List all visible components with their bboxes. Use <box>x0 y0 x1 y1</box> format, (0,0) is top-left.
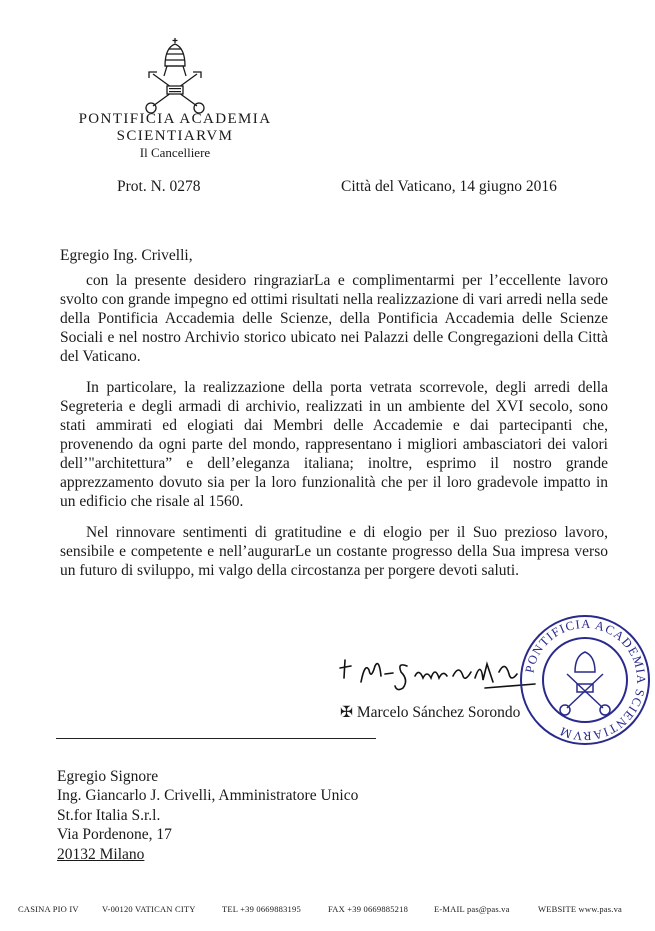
salutation: Egregio Ing. Crivelli, <box>60 247 193 264</box>
recipient-line1: Egregio Signore <box>57 768 159 785</box>
footer-place: CASINA PIO IV <box>18 904 79 914</box>
handwritten-signature <box>335 652 540 698</box>
footer-city: V-00120 VATICAN CITY <box>102 904 196 914</box>
protocol-number: Prot. N. 0278 <box>117 178 201 195</box>
place-date: Città del Vaticano, 14 giugno 2016 <box>341 178 557 195</box>
papal-keys-tiara-emblem-icon <box>143 36 207 116</box>
org-name-line2: SCIENTIARVM <box>116 128 234 144</box>
paragraph-1: con la presente desidero ringraziarLa e complimentarmi per l’eccellente lavoro svolto con grande impegno ed ottimi risultati nella realizzazione di vari arredi nella sede della Pontificia Accademia delle Scienze, della Pontificia Accademia delle Scienze Sociali e nel nostro Archivio storico ubicato nei Palazzi delle Congregazioni della Città del Vaticano. <box>60 272 608 365</box>
recipient-city: 20132 Milano <box>57 846 145 863</box>
divider-line <box>56 738 376 739</box>
paragraph-2: In particolare, la realizzazione della porta vetrata scorrevole, degli arredi della Segreteria e degli armadi di archivio, realizzati in un ambiente del XVI secolo, sono stati ammirati ed elogiati dai Membri delle Accademie e dai partecipanti che, provenendo da ogni parte del mondo, rappresentano i migliori ambasciatori dei valori dell’"architettura” e dell’eleganza italiana; inoltre, esprimo il nostro grande apprezzamento dovuto sia per la loro funzionalità che per il loro gradevole impatto in un edificio che risale al 1560. <box>60 379 608 510</box>
academy-seal-stamp <box>517 612 653 748</box>
svg-text:PONTIFICIA ACADEMIA SCIENTIARV: PONTIFICIA ACADEMIA SCIENTIARVM <box>522 616 649 744</box>
footer-tel: TEL +39 0669883195 <box>222 904 301 914</box>
org-name-line1: PONTIFICIA ACADEMIA <box>78 111 272 127</box>
recipient-street: Via Pordenone, 17 <box>57 826 172 843</box>
letter-body <box>60 246 608 580</box>
recipient-company: St.for Italia S.r.l. <box>57 807 161 824</box>
footer-email: E-MAIL pas@pas.va <box>434 904 510 914</box>
office-title: Il Cancelliere <box>139 145 211 160</box>
footer-website: WEBSITE www.pas.va <box>538 904 623 914</box>
footer-fax: FAX +39 0669885218 <box>328 904 409 914</box>
paragraph-3: Nel rinnovare sentimenti di gratitudine e di elogio per il Suo prezioso lavoro, sensibile e competente e nell’augurarLe un costante progresso della Sua impresa verso un futuro di sviluppo, mi valgo della circostanza per porgere devoti saluti. <box>60 524 608 579</box>
recipient-line2: Ing. Giancarlo J. Crivelli, Amministratore Unico <box>57 787 359 804</box>
signatory-name: ✠ Marcelo Sánchez Sorondo <box>340 704 521 721</box>
